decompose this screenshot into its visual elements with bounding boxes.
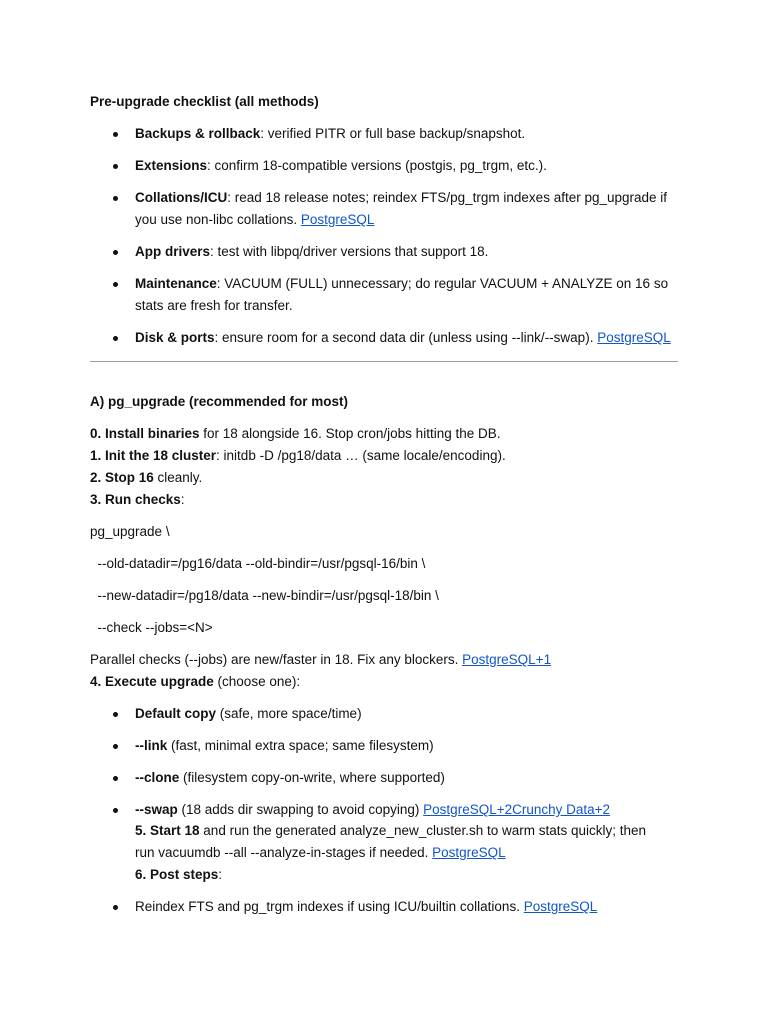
step-line: [90, 446, 506, 466]
section-heading: A) pg_upgrade (recommended for most): [90, 394, 349, 409]
option-item: [135, 768, 445, 788]
item-text: : read 18 release notes; reindex FTS/pg_trgm indexes after pg_upgrade if: [227, 190, 668, 205]
option-label: --swap: [135, 802, 178, 817]
code-line: --check --jobs=<N>: [90, 620, 213, 635]
step-line: [135, 865, 222, 885]
step-line: [90, 672, 300, 692]
step-line: [135, 821, 646, 841]
item-label: App drivers: [135, 244, 211, 259]
step-line: [90, 490, 185, 510]
step-line: [90, 424, 500, 444]
source-link[interactable]: PostgreSQL: [432, 845, 506, 860]
bullet-dot: [113, 808, 118, 813]
horizontal-divider: [90, 361, 678, 362]
item-text: : VACUUM (FULL) unnecessary; do regular VACUUM + ANALYZE on 16 so: [216, 276, 669, 291]
bullet-dot: [113, 282, 118, 287]
item-label: Backups & rollback: [135, 126, 261, 141]
step-text: cleanly.: [153, 470, 203, 485]
step-text: : initdb -D /pg18/data … (same locale/encoding).: [216, 448, 506, 463]
item-text: : verified PITR or full base backup/snapshot.: [260, 126, 526, 141]
item-text: stats are fresh for transfer.: [135, 298, 293, 313]
option-item: [135, 736, 434, 756]
checklist-item: [135, 156, 547, 176]
code-line: --new-datadir=/pg18/data --new-bindir=/usr/pgsql-18/bin \: [90, 588, 439, 603]
step-label: 2. Stop 16: [90, 470, 154, 485]
checklist-item: [135, 328, 671, 348]
bullet-dot: [113, 132, 118, 137]
post-step-item: [135, 897, 597, 917]
option-label: Default copy: [135, 706, 217, 721]
step-label: 3. Run checks: [90, 492, 181, 507]
option-text: (18 adds dir swapping to avoid copying): [177, 802, 424, 817]
step-line-continuation: [135, 843, 506, 863]
step-text: :: [180, 492, 185, 507]
option-text: (fast, minimal extra space; same filesystem): [167, 738, 434, 753]
step-text: run vacuumdb --all --analyze-in-stages if needed.: [135, 845, 433, 860]
option-label: --clone: [135, 770, 180, 785]
document-page: [90, 0, 680, 1024]
bullet-dot: [113, 250, 118, 255]
step-label: 6. Post steps: [135, 867, 219, 882]
checklist-item-continuation: [135, 296, 293, 316]
option-text: (filesystem copy-on-write, where supported): [179, 770, 445, 785]
bullet-dot: [113, 196, 118, 201]
item-text: : confirm 18-compatible versions (postgis, pg_trgm, etc.).: [207, 158, 547, 173]
bullet-dot: [113, 712, 118, 717]
step-text: and run the generated analyze_new_cluster.sh to warm stats quickly; then: [199, 823, 647, 838]
section-heading: Pre-upgrade checklist (all methods): [90, 94, 319, 109]
option-label: --link: [135, 738, 168, 753]
checklist-item: [135, 188, 667, 208]
source-link[interactable]: PostgreSQL: [597, 330, 671, 345]
item-label: Extensions: [135, 158, 208, 173]
source-link[interactable]: PostgreSQL: [523, 899, 598, 914]
bullet-dot: [113, 905, 118, 910]
code-line: --old-datadir=/pg16/data --old-bindir=/usr/pgsql-16/bin \: [90, 556, 426, 571]
parallel-note: [90, 650, 551, 670]
item-label: Maintenance: [135, 276, 217, 291]
checklist-item: [135, 242, 488, 262]
step-text: (choose one):: [213, 674, 301, 689]
source-link[interactable]: PostgreSQL+2Crunchy Data+2: [423, 802, 611, 817]
step-label: 5. Start 18: [135, 823, 200, 838]
bullet-dot: [113, 744, 118, 749]
code-line: pg_upgrade \: [90, 524, 170, 539]
option-item: [135, 800, 610, 820]
step-label: 1. Init the 18 cluster: [90, 448, 217, 463]
note-text: Parallel checks (--jobs) are new/faster in 18. Fix any blockers.: [90, 652, 463, 667]
step-label: 0. Install binaries: [90, 426, 200, 441]
source-link[interactable]: PostgreSQL: [300, 212, 375, 227]
step-text: for 18 alongside 16. Stop cron/jobs hitting the DB.: [199, 426, 501, 441]
bullet-dot: [113, 336, 118, 341]
option-item: [135, 704, 362, 724]
item-label: Disk & ports: [135, 330, 215, 345]
item-text: you use non-libc collations.: [135, 212, 301, 227]
step-label: 4. Execute upgrade: [90, 674, 214, 689]
item-text: : test with libpq/driver versions that support 18.: [210, 244, 489, 259]
checklist-item: [135, 274, 668, 294]
option-text: (safe, more space/time): [216, 706, 362, 721]
source-link[interactable]: PostgreSQL+1: [462, 652, 552, 667]
bullet-dot: [113, 776, 118, 781]
item-text: Reindex FTS and pg_trgm indexes if using ICU/builtin collations.: [135, 899, 524, 914]
item-label: Collations/ICU: [135, 190, 228, 205]
checklist-item-continuation: [135, 210, 374, 230]
item-text: : ensure room for a second data dir (unless using --link/--swap).: [214, 330, 598, 345]
step-text: :: [218, 867, 223, 882]
bullet-dot: [113, 164, 118, 169]
checklist-item: [135, 124, 525, 144]
step-line: [90, 468, 202, 488]
